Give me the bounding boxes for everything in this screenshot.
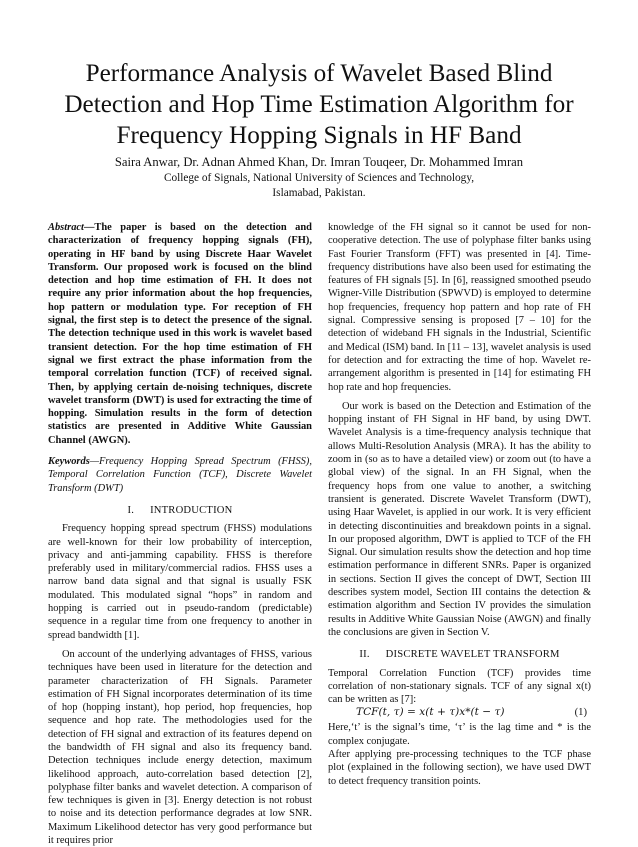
equation-formula: TCF(t, τ) = x(t + τ)x*(t − τ)	[356, 706, 505, 719]
affiliation	[40, 171, 598, 201]
author-list: Saira Anwar, Dr. Adnan Ahmed Khan, Dr. Imran Touqeer, Dr. Mohammed Imran	[114, 155, 524, 169]
intro-paragraph: Frequency hopping spread spectrum (FHSS) modulations are well-known for their low probability of interception, privacy and anti-jamming capability. FHSS is therefore preferably used in military/commercial radios. FHSS uses a narrow band data signal and that signal is usually FSK modulated. This modulated signal “hops” in random and hopping is carried out in pseudo-random (predictable) sequence in a regular time from one frequency to another in spread bandwidth [1].	[48, 523, 312, 641]
paper-title: Performance Analysis of Wavelet Based Blind Detection and Hop Time Estimation Algorithm for Frequency Hopping Signals in HF Band	[64, 60, 574, 149]
equation-1	[328, 706, 591, 721]
affiliation-line: Islamabad, Pakistan.	[272, 187, 366, 199]
section-title: INTRODUCTION	[150, 504, 233, 516]
intro-paragraph: On account of the underlying advantages of FHSS, various techniques have been used in literature for the detection and parameter characterization of FH Signals. Parameter estimation of FH Signal incorporates determination of its time of hop (hopping instant), hop period, hop frequencies, hop sequence and hop rate. The methodologies used for the detection of FH signal and extraction of its features depend on the bandwidth of FH signal and also its frequency band. Detection techniques include energy detection, maximum likelihood approach, auto-correlation based detection [2], polyphase filter banks and wavelet detection. A comparison of few techniques is given in [3]. Energy detection is not robust to noise and its detection performance degrades at low SNR. Maximum Likelihood detector has very good performance but it requires prior	[48, 648, 312, 847]
keywords-label: Keywords	[48, 456, 90, 468]
affiliation-line: College of Signals, National University of Sciences and Technology,	[163, 172, 475, 184]
body-paragraph: Here,‘t’ is the signal’s time, ‘τ’ is the lag time and * is the complex conjugate.	[328, 722, 591, 747]
section-heading-dwt	[328, 648, 591, 661]
keywords-text: Frequency Hopping Spread Spectrum (FHSS), Temporal Correlation Function (TCF), Discrete Wavelet Transform (DWT)	[48, 456, 312, 494]
abstract-dash: —	[83, 222, 95, 233]
right-column	[328, 221, 591, 788]
abstract-label: Abstract	[48, 222, 84, 233]
section-title: DISCRETE WAVELET TRANSFORM	[385, 649, 560, 661]
keywords	[48, 455, 312, 495]
section-heading-introduction	[48, 504, 312, 517]
body-paragraph: Temporal Correlation Function (TCF) provides time correlation of non-stationary signals. TCF of any signal x(t) can be written as [7]:	[328, 667, 591, 706]
equation-number: (1)	[574, 707, 587, 719]
body-paragraph: After applying pre-processing techniques to the TCF phase plot (explained in the following section), we have used DWT to detect frequency transition points.	[328, 748, 591, 787]
left-column	[48, 221, 312, 847]
body-paragraph: knowledge of the FH signal so it cannot be used for non-cooperative detection. The use of polyphase filter banks using Fast Fourier Transform (FFT) was presented in [4]. Time-frequency distributions have also been used for estimating the features of FH signals [5]. In [6], reassigned smoothed pseudo Wigner-Ville Distribution (SPWVD) is employed to determine hop frequencies, frequency hop pattern and hop rate of FH signal. Compressive sensing is proposed [7 – 10] for the detection of wideband FH signals in the Industrial, Scientific and Medical (ISM) band. In [11 – 13], wavelet analysis is used for detection and for extracting the time of hop. Wavelet re-arrangement algorithm is presented in [14] for estimating FH hop rate and hop frequencies.	[328, 222, 591, 393]
abstract-text: The paper is based on the detection and characterization of frequency hopping signals (FH), operating in HF band by using Discrete Haar Wavelet Transform. Our proposed work is focused on the blind detection and hop time estimation of FH. It does not require any prior information about the hop frequencies, hop pattern or modulation type. For reception of FH signal, the first step is to detect the presence of the signal. The detection technique used in this work is wavelet based transient detection. For the hop time estimation of FH signal we first extract the phase information from the temporal correlation function (TCF) of received signal. Then, by applying certain de-noising techniques, discrete wavelet transform (DWT) is used for extracting the time of hopping. Simulation results in the form of detection statistics are presented in Additive White Gaussian Channel (AWGN).	[48, 222, 312, 446]
section-number: II.	[359, 649, 370, 661]
keywords-dash: —	[89, 456, 100, 468]
abstract	[48, 221, 312, 447]
body-paragraph: Our work is based on the Detection and Estimation of the hopping instant of FH Signal in HF band, by using DWT. Wavelet Analysis is a time-frequency analysis technique that allows Multi-Resolution Analysis (MRA). It has the ability to zoom in (so as to have a detailed view) or zoom out (to have a global view) of the signal. In an FH Signal, when the frequency hops from one value to another, a switching transient is generated. Discrete Wavelet Transform (DWT), using Haar Wavelet, is applied in our work. It is very efficient in detecting discontinuities and breakdown points in a signal. In our proposed algorithm, DWT is applied to TCF of the FH Signal. Our simulation results show the detection and hop time estimation performance in different SNRs. Paper is organized in sections. Section II gives the concept of DWT, Section III describes system model, Section III contains the detection & estimation algorithm and Section IV provides the simulation results in Additive White Gaussian Noise (AWGN) and finally the conclusions are given in Section V.	[328, 400, 591, 638]
section-number: I.	[127, 504, 135, 516]
